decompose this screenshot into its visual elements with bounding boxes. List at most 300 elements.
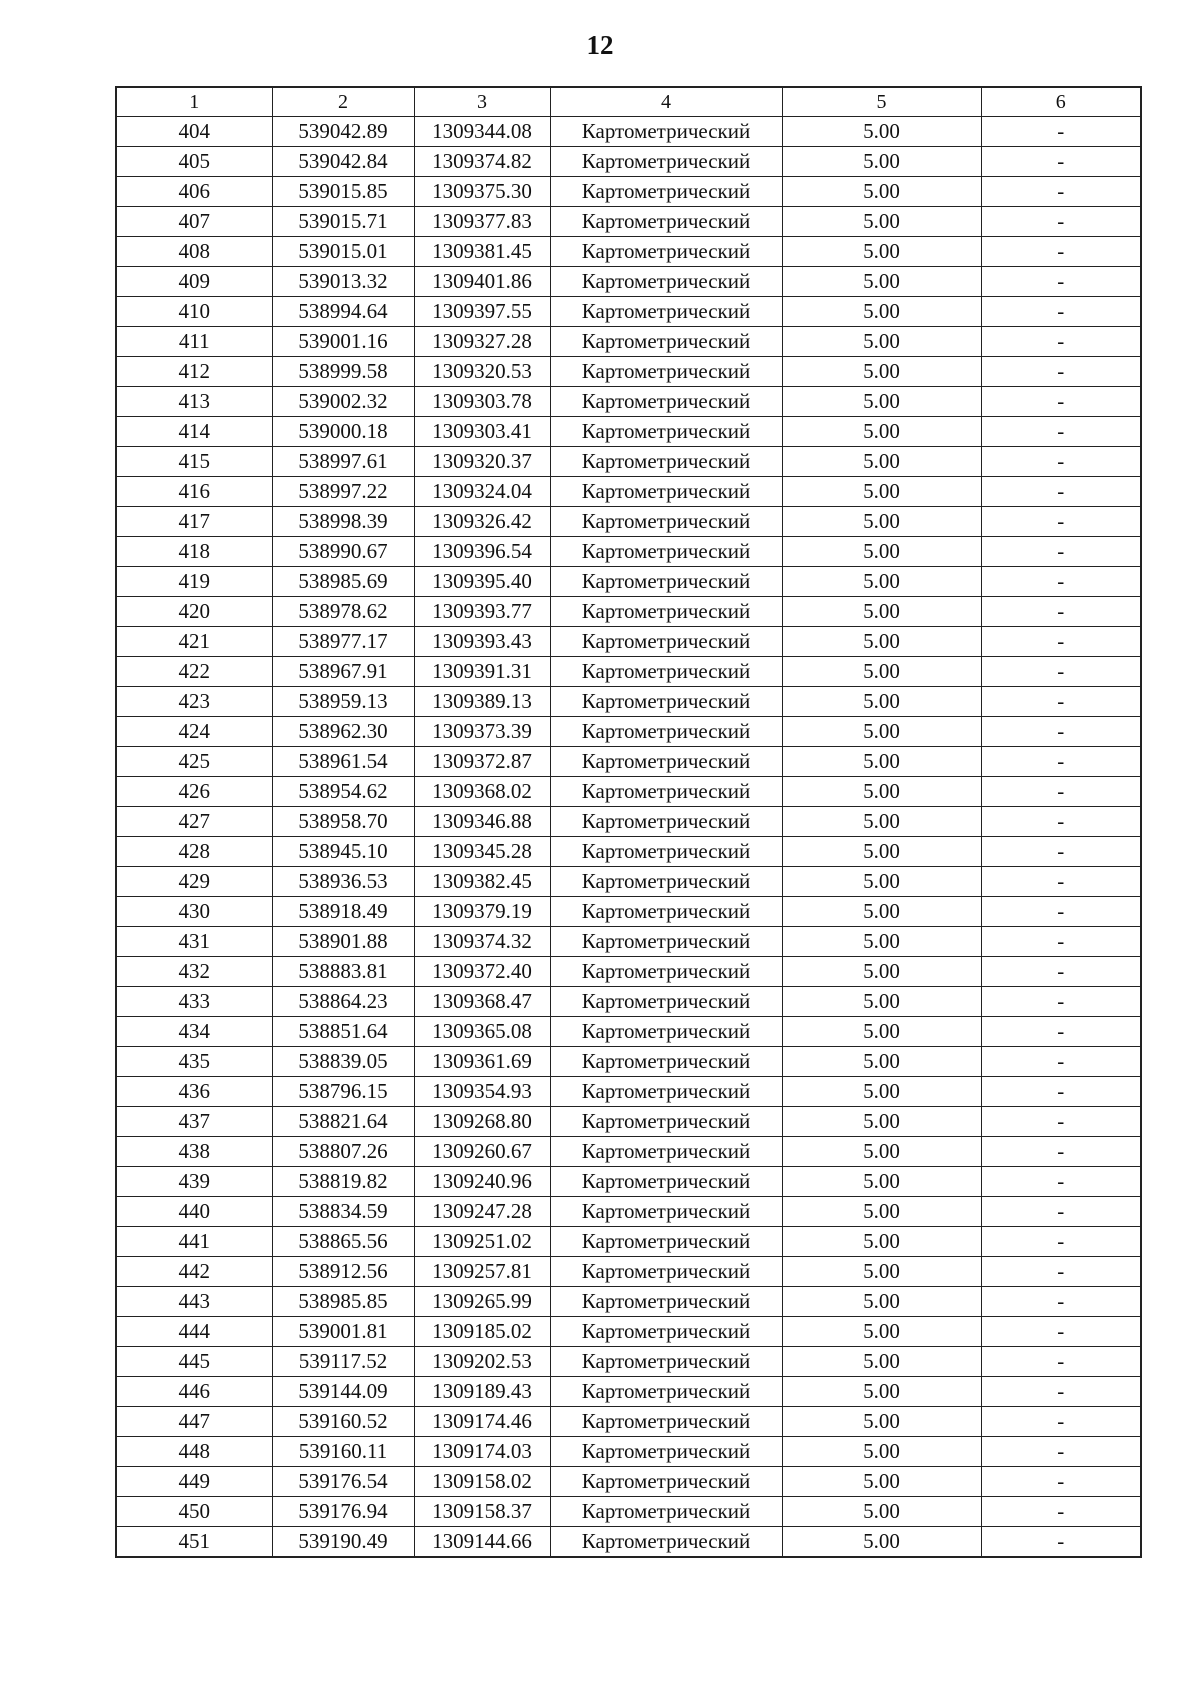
method-cell: Картометрический (550, 1407, 782, 1437)
table-row (116, 417, 1141, 447)
table-row (116, 237, 1141, 267)
y-coordinate-cell: 1309346.88 (414, 807, 550, 837)
table-row (116, 1497, 1141, 1527)
table-row (116, 477, 1141, 507)
y-coordinate-cell: 1309257.81 (414, 1257, 550, 1287)
accuracy-cell: 5.00 (782, 297, 981, 327)
note-cell: - (981, 1407, 1141, 1437)
method-cell: Картометрический (550, 147, 782, 177)
accuracy-cell: 5.00 (782, 987, 981, 1017)
accuracy-cell: 5.00 (782, 1137, 981, 1167)
table-row (116, 1407, 1141, 1437)
accuracy-cell: 5.00 (782, 1317, 981, 1347)
y-coordinate-cell: 1309303.41 (414, 417, 550, 447)
note-cell: - (981, 117, 1141, 147)
point-number-cell: 441 (116, 1227, 272, 1257)
method-cell: Картометрический (550, 1467, 782, 1497)
accuracy-cell: 5.00 (782, 1167, 981, 1197)
y-coordinate-cell: 1309375.30 (414, 177, 550, 207)
accuracy-cell: 5.00 (782, 867, 981, 897)
accuracy-cell: 5.00 (782, 747, 981, 777)
accuracy-cell: 5.00 (782, 237, 981, 267)
note-cell: - (981, 777, 1141, 807)
point-number-cell: 425 (116, 747, 272, 777)
table-row (116, 147, 1141, 177)
accuracy-cell: 5.00 (782, 1407, 981, 1437)
y-coordinate-cell: 1309393.43 (414, 627, 550, 657)
note-cell: - (981, 927, 1141, 957)
point-number-cell: 436 (116, 1077, 272, 1107)
y-coordinate-cell: 1309303.78 (414, 387, 550, 417)
accuracy-cell: 5.00 (782, 1017, 981, 1047)
x-coordinate-cell: 538796.15 (272, 1077, 414, 1107)
note-cell: - (981, 987, 1141, 1017)
note-cell: - (981, 1257, 1141, 1287)
accuracy-cell: 5.00 (782, 657, 981, 687)
point-number-cell: 442 (116, 1257, 272, 1287)
table-row (116, 627, 1141, 657)
method-cell: Картометрический (550, 867, 782, 897)
method-cell: Картометрический (550, 417, 782, 447)
note-cell: - (981, 567, 1141, 597)
table-row (116, 1017, 1141, 1047)
point-number-cell: 449 (116, 1467, 272, 1497)
table-row (116, 717, 1141, 747)
accuracy-cell: 5.00 (782, 267, 981, 297)
method-cell: Картометрический (550, 237, 782, 267)
point-number-cell: 424 (116, 717, 272, 747)
y-coordinate-cell: 1309247.28 (414, 1197, 550, 1227)
x-coordinate-cell: 538839.05 (272, 1047, 414, 1077)
point-number-cell: 446 (116, 1377, 272, 1407)
x-coordinate-cell: 539190.49 (272, 1527, 414, 1558)
accuracy-cell: 5.00 (782, 897, 981, 927)
table-row (116, 177, 1141, 207)
table-row (116, 387, 1141, 417)
y-coordinate-cell: 1309354.93 (414, 1077, 550, 1107)
note-cell: - (981, 1227, 1141, 1257)
accuracy-cell: 5.00 (782, 927, 981, 957)
y-coordinate-cell: 1309158.02 (414, 1467, 550, 1497)
point-number-cell: 433 (116, 987, 272, 1017)
table-row (116, 1257, 1141, 1287)
point-number-cell: 418 (116, 537, 272, 567)
y-coordinate-cell: 1309174.03 (414, 1437, 550, 1467)
x-coordinate-cell: 538883.81 (272, 957, 414, 987)
method-cell: Картометрический (550, 1107, 782, 1137)
method-cell: Картометрический (550, 1047, 782, 1077)
point-number-cell: 408 (116, 237, 272, 267)
table-row (116, 207, 1141, 237)
y-coordinate-cell: 1309379.19 (414, 897, 550, 927)
point-number-cell: 451 (116, 1527, 272, 1558)
note-cell: - (981, 177, 1141, 207)
accuracy-cell: 5.00 (782, 777, 981, 807)
column-header-4: 4 (550, 87, 782, 117)
y-coordinate-cell: 1309401.86 (414, 267, 550, 297)
y-coordinate-cell: 1309344.08 (414, 117, 550, 147)
note-cell: - (981, 957, 1141, 987)
note-cell: - (981, 387, 1141, 417)
column-header-5: 5 (782, 87, 981, 117)
note-cell: - (981, 837, 1141, 867)
method-cell: Картометрический (550, 687, 782, 717)
table-row (116, 567, 1141, 597)
point-number-cell: 444 (116, 1317, 272, 1347)
x-coordinate-cell: 538998.39 (272, 507, 414, 537)
y-coordinate-cell: 1309372.40 (414, 957, 550, 987)
point-number-cell: 423 (116, 687, 272, 717)
x-coordinate-cell: 538834.59 (272, 1197, 414, 1227)
table-row (116, 1347, 1141, 1377)
x-coordinate-cell: 539015.01 (272, 237, 414, 267)
point-number-cell: 450 (116, 1497, 272, 1527)
y-coordinate-cell: 1309368.02 (414, 777, 550, 807)
x-coordinate-cell: 538967.91 (272, 657, 414, 687)
note-cell: - (981, 1167, 1141, 1197)
x-coordinate-cell: 539000.18 (272, 417, 414, 447)
y-coordinate-cell: 1309202.53 (414, 1347, 550, 1377)
note-cell: - (981, 1197, 1141, 1227)
note-cell: - (981, 597, 1141, 627)
y-coordinate-cell: 1309268.80 (414, 1107, 550, 1137)
point-number-cell: 445 (116, 1347, 272, 1377)
table-row (116, 837, 1141, 867)
column-header-3: 3 (414, 87, 550, 117)
y-coordinate-cell: 1309240.96 (414, 1167, 550, 1197)
y-coordinate-cell: 1309368.47 (414, 987, 550, 1017)
method-cell: Картометрический (550, 1437, 782, 1467)
point-number-cell: 427 (116, 807, 272, 837)
x-coordinate-cell: 538985.85 (272, 1287, 414, 1317)
table-row (116, 1527, 1141, 1558)
table-row (116, 447, 1141, 477)
table-row (116, 747, 1141, 777)
table-row (116, 1317, 1141, 1347)
accuracy-cell: 5.00 (782, 687, 981, 717)
method-cell: Картометрический (550, 987, 782, 1017)
note-cell: - (981, 627, 1141, 657)
accuracy-cell: 5.00 (782, 147, 981, 177)
y-coordinate-cell: 1309372.87 (414, 747, 550, 777)
x-coordinate-cell: 538999.58 (272, 357, 414, 387)
accuracy-cell: 5.00 (782, 507, 981, 537)
point-number-cell: 426 (116, 777, 272, 807)
note-cell: - (981, 537, 1141, 567)
y-coordinate-cell: 1309377.83 (414, 207, 550, 237)
point-number-cell: 440 (116, 1197, 272, 1227)
point-number-cell: 410 (116, 297, 272, 327)
table-row (116, 1467, 1141, 1497)
x-coordinate-cell: 538962.30 (272, 717, 414, 747)
table-row (116, 1047, 1141, 1077)
table-row (116, 927, 1141, 957)
x-coordinate-cell: 539015.71 (272, 207, 414, 237)
note-cell: - (981, 1377, 1141, 1407)
note-cell: - (981, 327, 1141, 357)
table-header-row (116, 87, 1141, 117)
accuracy-cell: 5.00 (782, 1497, 981, 1527)
x-coordinate-cell: 538912.56 (272, 1257, 414, 1287)
accuracy-cell: 5.00 (782, 417, 981, 447)
x-coordinate-cell: 538997.61 (272, 447, 414, 477)
method-cell: Картометрический (550, 117, 782, 147)
y-coordinate-cell: 1309393.77 (414, 597, 550, 627)
accuracy-cell: 5.00 (782, 807, 981, 837)
accuracy-cell: 5.00 (782, 177, 981, 207)
y-coordinate-cell: 1309327.28 (414, 327, 550, 357)
x-coordinate-cell: 539001.81 (272, 1317, 414, 1347)
method-cell: Картометрический (550, 567, 782, 597)
x-coordinate-cell: 538851.64 (272, 1017, 414, 1047)
note-cell: - (981, 807, 1141, 837)
x-coordinate-cell: 538990.67 (272, 537, 414, 567)
x-coordinate-cell: 538936.53 (272, 867, 414, 897)
x-coordinate-cell: 538994.64 (272, 297, 414, 327)
method-cell: Картометрический (550, 327, 782, 357)
point-number-cell: 443 (116, 1287, 272, 1317)
method-cell: Картометрический (550, 927, 782, 957)
y-coordinate-cell: 1309326.42 (414, 507, 550, 537)
y-coordinate-cell: 1309345.28 (414, 837, 550, 867)
y-coordinate-cell: 1309396.54 (414, 537, 550, 567)
x-coordinate-cell: 539176.94 (272, 1497, 414, 1527)
method-cell: Картометрический (550, 1197, 782, 1227)
column-header-1: 1 (116, 87, 272, 117)
table-row (116, 1167, 1141, 1197)
method-cell: Картометрический (550, 1527, 782, 1558)
x-coordinate-cell: 539015.85 (272, 177, 414, 207)
table-row (116, 897, 1141, 927)
column-header-6: 6 (981, 87, 1141, 117)
method-cell: Картометрический (550, 537, 782, 567)
method-cell: Картометрический (550, 207, 782, 237)
table-row (116, 687, 1141, 717)
y-coordinate-cell: 1309389.13 (414, 687, 550, 717)
point-number-cell: 421 (116, 627, 272, 657)
x-coordinate-cell: 538945.10 (272, 837, 414, 867)
x-coordinate-cell: 538807.26 (272, 1137, 414, 1167)
point-number-cell: 419 (116, 567, 272, 597)
table-row (116, 1137, 1141, 1167)
y-coordinate-cell: 1309397.55 (414, 297, 550, 327)
method-cell: Картометрический (550, 837, 782, 867)
point-number-cell: 409 (116, 267, 272, 297)
note-cell: - (981, 687, 1141, 717)
note-cell: - (981, 1467, 1141, 1497)
accuracy-cell: 5.00 (782, 1107, 981, 1137)
y-coordinate-cell: 1309185.02 (414, 1317, 550, 1347)
note-cell: - (981, 1527, 1141, 1558)
accuracy-cell: 5.00 (782, 1197, 981, 1227)
note-cell: - (981, 237, 1141, 267)
accuracy-cell: 5.00 (782, 1077, 981, 1107)
note-cell: - (981, 447, 1141, 477)
x-coordinate-cell: 539042.84 (272, 147, 414, 177)
x-coordinate-cell: 538821.64 (272, 1107, 414, 1137)
y-coordinate-cell: 1309373.39 (414, 717, 550, 747)
method-cell: Картометрический (550, 1287, 782, 1317)
table-row (116, 297, 1141, 327)
point-number-cell: 414 (116, 417, 272, 447)
note-cell: - (981, 507, 1141, 537)
accuracy-cell: 5.00 (782, 567, 981, 597)
point-number-cell: 439 (116, 1167, 272, 1197)
accuracy-cell: 5.00 (782, 717, 981, 747)
method-cell: Картометрический (550, 1497, 782, 1527)
table-row (116, 117, 1141, 147)
point-number-cell: 429 (116, 867, 272, 897)
x-coordinate-cell: 539013.32 (272, 267, 414, 297)
x-coordinate-cell: 539117.52 (272, 1347, 414, 1377)
accuracy-cell: 5.00 (782, 1047, 981, 1077)
accuracy-cell: 5.00 (782, 357, 981, 387)
method-cell: Картометрический (550, 897, 782, 927)
point-number-cell: 437 (116, 1107, 272, 1137)
y-coordinate-cell: 1309374.32 (414, 927, 550, 957)
method-cell: Картометрический (550, 267, 782, 297)
method-cell: Картометрический (550, 747, 782, 777)
point-number-cell: 430 (116, 897, 272, 927)
page-number: 12 (586, 30, 614, 60)
method-cell: Картометрический (550, 1377, 782, 1407)
point-number-cell: 405 (116, 147, 272, 177)
note-cell: - (981, 1137, 1141, 1167)
y-coordinate-cell: 1309158.37 (414, 1497, 550, 1527)
y-coordinate-cell: 1309174.46 (414, 1407, 550, 1437)
note-cell: - (981, 1017, 1141, 1047)
table-row (116, 327, 1141, 357)
method-cell: Картометрический (550, 357, 782, 387)
method-cell: Картометрический (550, 717, 782, 747)
accuracy-cell: 5.00 (782, 117, 981, 147)
y-coordinate-cell: 1309395.40 (414, 567, 550, 597)
table-row (116, 267, 1141, 297)
point-number-cell: 431 (116, 927, 272, 957)
note-cell: - (981, 297, 1141, 327)
point-number-cell: 448 (116, 1437, 272, 1467)
accuracy-cell: 5.00 (782, 537, 981, 567)
x-coordinate-cell: 538819.82 (272, 1167, 414, 1197)
table-row (116, 1377, 1141, 1407)
point-number-cell: 416 (116, 477, 272, 507)
accuracy-cell: 5.00 (782, 627, 981, 657)
method-cell: Картометрический (550, 807, 782, 837)
x-coordinate-cell: 539001.16 (272, 327, 414, 357)
point-number-cell: 432 (116, 957, 272, 987)
x-coordinate-cell: 538901.88 (272, 927, 414, 957)
accuracy-cell: 5.00 (782, 1527, 981, 1558)
table-row (116, 1077, 1141, 1107)
note-cell: - (981, 207, 1141, 237)
point-number-cell: 415 (116, 447, 272, 477)
note-cell: - (981, 1347, 1141, 1377)
note-cell: - (981, 897, 1141, 927)
x-coordinate-cell: 538985.69 (272, 567, 414, 597)
y-coordinate-cell: 1309381.45 (414, 237, 550, 267)
accuracy-cell: 5.00 (782, 1227, 981, 1257)
note-cell: - (981, 477, 1141, 507)
table-row (116, 957, 1141, 987)
method-cell: Картометрический (550, 1017, 782, 1047)
accuracy-cell: 5.00 (782, 1287, 981, 1317)
note-cell: - (981, 1317, 1141, 1347)
accuracy-cell: 5.00 (782, 837, 981, 867)
accuracy-cell: 5.00 (782, 1257, 981, 1287)
x-coordinate-cell: 538918.49 (272, 897, 414, 927)
accuracy-cell: 5.00 (782, 1347, 981, 1377)
method-cell: Картометрический (550, 1077, 782, 1107)
x-coordinate-cell: 538978.62 (272, 597, 414, 627)
y-coordinate-cell: 1309320.37 (414, 447, 550, 477)
method-cell: Картометрический (550, 597, 782, 627)
point-number-cell: 404 (116, 117, 272, 147)
y-coordinate-cell: 1309365.08 (414, 1017, 550, 1047)
y-coordinate-cell: 1309265.99 (414, 1287, 550, 1317)
accuracy-cell: 5.00 (782, 1467, 981, 1497)
note-cell: - (981, 1047, 1141, 1077)
accuracy-cell: 5.00 (782, 957, 981, 987)
y-coordinate-cell: 1309361.69 (414, 1047, 550, 1077)
table-row (116, 1287, 1141, 1317)
table-row (116, 1437, 1141, 1467)
note-cell: - (981, 267, 1141, 297)
x-coordinate-cell: 538959.13 (272, 687, 414, 717)
point-number-cell: 434 (116, 1017, 272, 1047)
x-coordinate-cell: 539144.09 (272, 1377, 414, 1407)
table-row (116, 777, 1141, 807)
table-row (116, 987, 1141, 1017)
y-coordinate-cell: 1309374.82 (414, 147, 550, 177)
x-coordinate-cell: 539160.52 (272, 1407, 414, 1437)
accuracy-cell: 5.00 (782, 207, 981, 237)
y-coordinate-cell: 1309391.31 (414, 657, 550, 687)
x-coordinate-cell: 538961.54 (272, 747, 414, 777)
table-row (116, 537, 1141, 567)
point-number-cell: 435 (116, 1047, 272, 1077)
table-row (116, 597, 1141, 627)
accuracy-cell: 5.00 (782, 1437, 981, 1467)
method-cell: Картометрический (550, 627, 782, 657)
y-coordinate-cell: 1309324.04 (414, 477, 550, 507)
accuracy-cell: 5.00 (782, 1377, 981, 1407)
method-cell: Картометрический (550, 1137, 782, 1167)
accuracy-cell: 5.00 (782, 447, 981, 477)
y-coordinate-cell: 1309260.67 (414, 1137, 550, 1167)
note-cell: - (981, 747, 1141, 777)
x-coordinate-cell: 538954.62 (272, 777, 414, 807)
point-number-cell: 417 (116, 507, 272, 537)
x-coordinate-cell: 538997.22 (272, 477, 414, 507)
method-cell: Картометрический (550, 387, 782, 417)
table-row (116, 807, 1141, 837)
note-cell: - (981, 147, 1141, 177)
point-number-cell: 413 (116, 387, 272, 417)
note-cell: - (981, 657, 1141, 687)
point-number-cell: 411 (116, 327, 272, 357)
x-coordinate-cell: 539176.54 (272, 1467, 414, 1497)
point-number-cell: 438 (116, 1137, 272, 1167)
method-cell: Картометрический (550, 777, 782, 807)
point-number-cell: 412 (116, 357, 272, 387)
table-row (116, 657, 1141, 687)
accuracy-cell: 5.00 (782, 597, 981, 627)
y-coordinate-cell: 1309144.66 (414, 1527, 550, 1558)
table-row (116, 1227, 1141, 1257)
note-cell: - (981, 717, 1141, 747)
note-cell: - (981, 1077, 1141, 1107)
note-cell: - (981, 1107, 1141, 1137)
